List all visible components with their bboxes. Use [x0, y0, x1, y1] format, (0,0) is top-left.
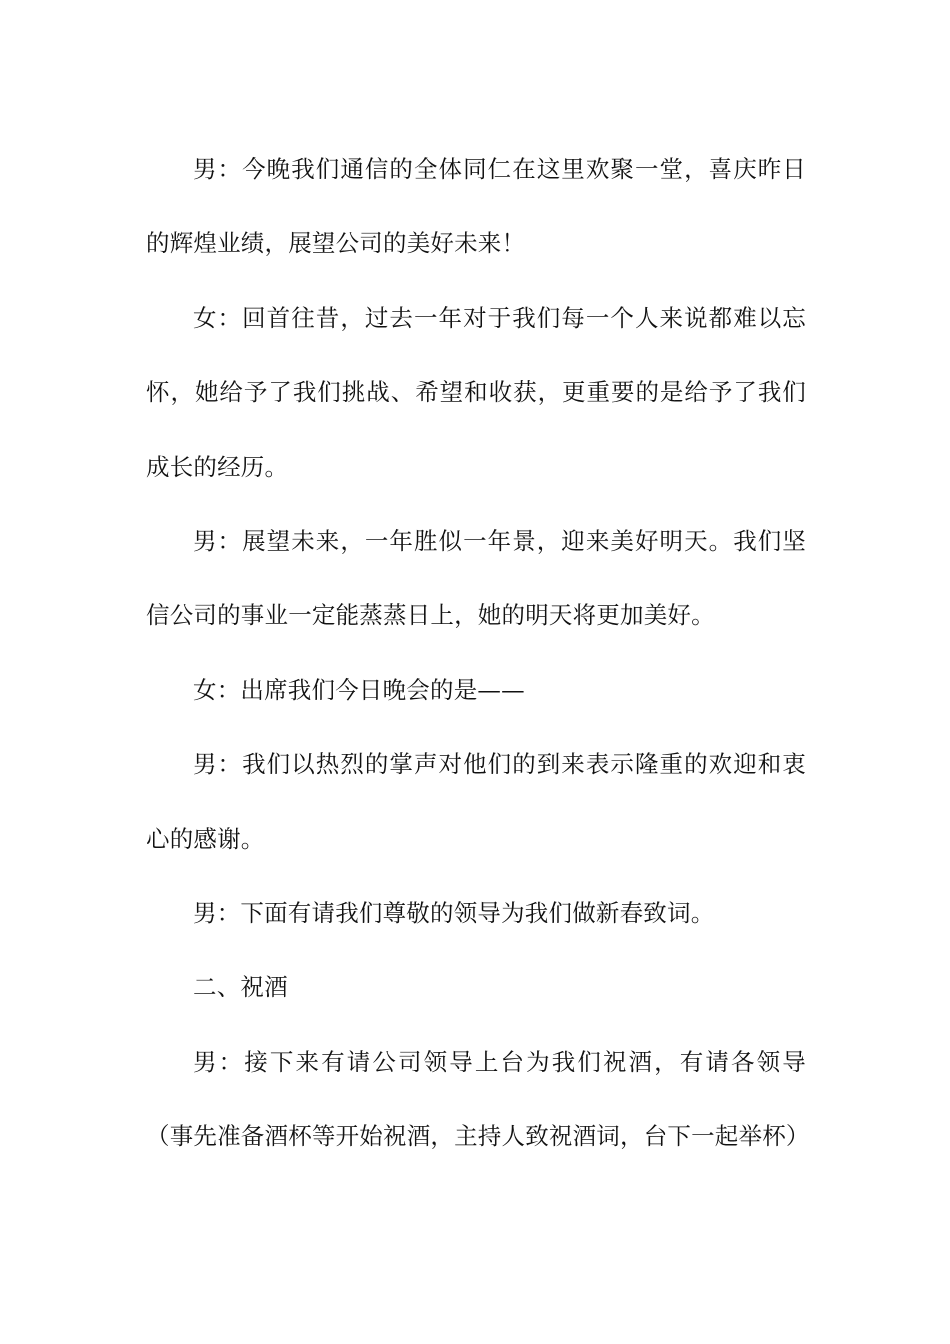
- paragraph-review-female: 女：回首往昔，过去一年对于我们每一个人来说都难以忘怀，她给予了我们挑战、希望和收获，更重要的是给予了我们成长的经历。: [146, 303, 806, 481]
- paragraph-toast-male: 男：接下来有请公司领导上台为我们祝酒，有请各领导（事先准备酒杯等开始祝酒，主持人致祝酒词，台下一起举杯）: [146, 1047, 810, 1151]
- paragraph-guests-female: 女：出席我们今日晚会的是——: [193, 675, 525, 704]
- paragraph-outlook-male: 男：展望未来，一年胜似一年景，迎来美好明天。我们坚信公司的事业一定能蒸蒸日上，她的明天将更加美好。: [146, 527, 806, 630]
- section-heading-toast: 二、祝酒: [193, 973, 288, 1002]
- document-body: [146, 132, 810, 1174]
- paragraph-speech-invite-male: 男：下面有请我们尊敬的领导为我们做新春致词。: [193, 899, 715, 928]
- paragraph-opening-male: 男：今晚我们通信的全体同仁在这里欢聚一堂，喜庆昨日的辉煌业绩，展望公司的美好未来！: [146, 155, 806, 258]
- paragraph-welcome-male: 男：我们以热烈的掌声对他们的到来表示隆重的欢迎和衷心的感谢。: [146, 750, 806, 853]
